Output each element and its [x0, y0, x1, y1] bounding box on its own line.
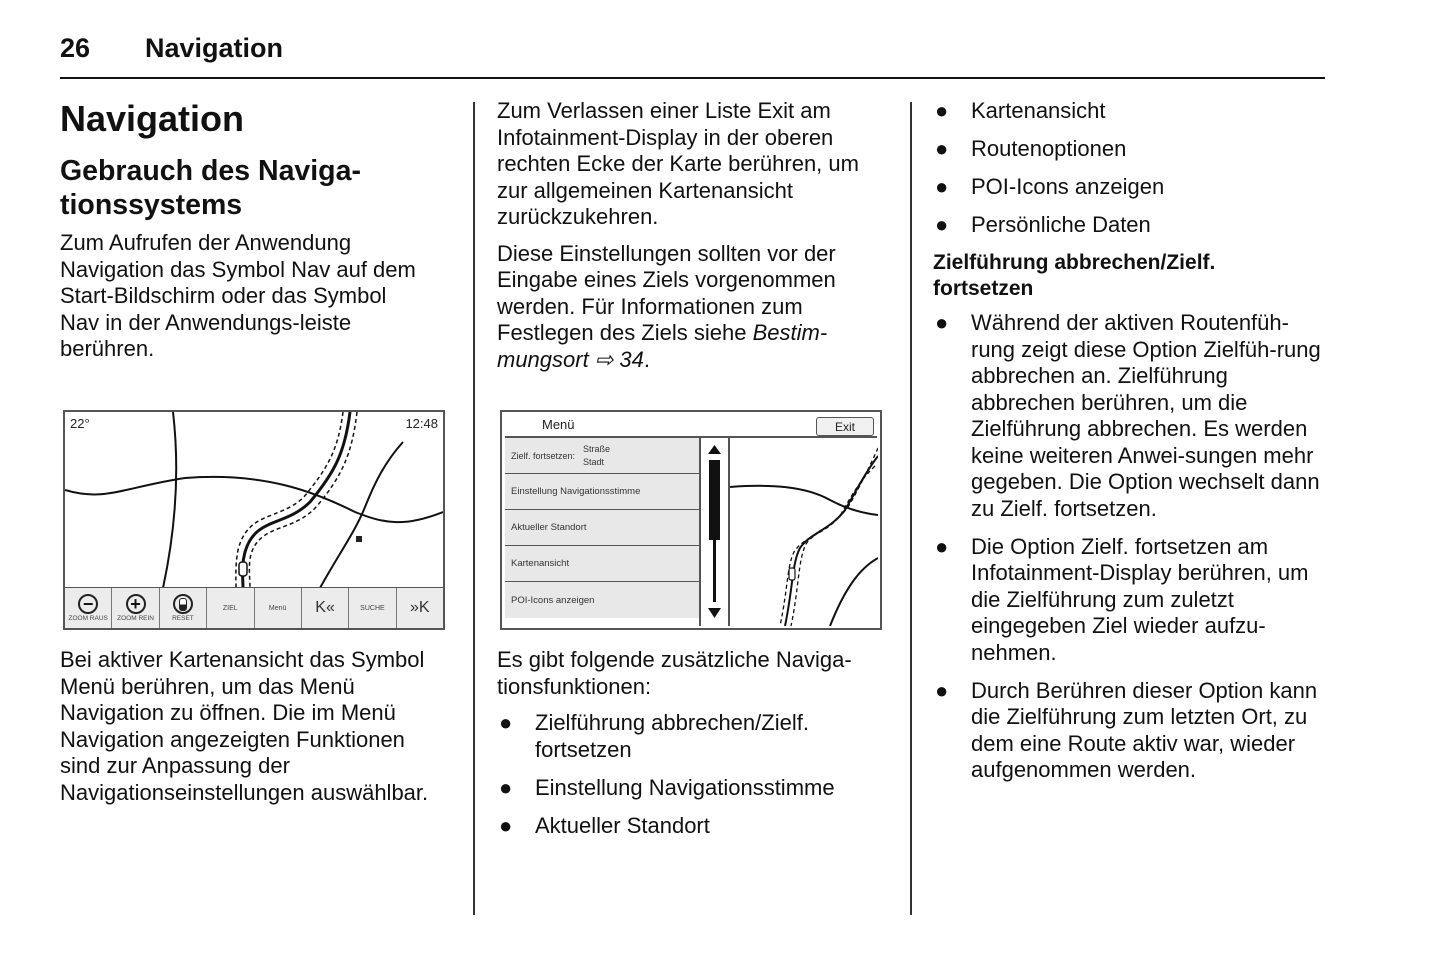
menu-paragraph: Bei aktiver Kartenansicht das Symbol Menü berühren, um das Menü Navigation zu öffnen. Die im Menü Navigation angezeigten Funktionen sind zur Anpassung der Navigationseinstellungen auswählbar. — [60, 647, 429, 805]
scroll-up-icon — [708, 445, 721, 454]
intro-paragraph: Zum Aufrufen der Anwendung Navigation das Symbol Nav auf dem Start-Bildschirm oder das Symbol Nav in der Anwendungs-leiste berühren. — [60, 230, 416, 361]
list-item — [933, 678, 1328, 784]
bullet-icon: ● — [935, 310, 949, 335]
resume-city: Stadt — [583, 456, 605, 467]
resume-address — [583, 443, 610, 469]
list-item-text: Persönliche Daten — [971, 212, 1151, 237]
bullet-icon: ● — [935, 136, 949, 161]
bullet-icon: ● — [935, 533, 949, 559]
zoom-in-icon: + — [126, 594, 146, 614]
zoom-in-button[interactable] — [112, 588, 159, 628]
reset-label: RESET — [172, 615, 194, 622]
search-label: SUCHE — [360, 604, 385, 612]
column-2-lower — [497, 647, 897, 851]
next-button[interactable] — [397, 588, 443, 628]
list-item — [497, 710, 897, 763]
list-item-text: Die Option Zielf. fortsetzen am Infotainment-Display berühren, um die Zielführung zum zuletzt eingegeben Ziel wieder aufzu-nehmen. — [971, 533, 1309, 665]
section-title-line1: Gebrauch des Naviga- — [60, 155, 361, 187]
exit-paragraph: Zum Verlassen einer Liste Exit am Infotainment-Display in der oberen rechten Ecke der Karte berühren, um zur allgemeinen Kartenansicht zurückzukehren. — [497, 98, 859, 229]
section-title-line2: tionssystems — [60, 189, 243, 221]
list-item — [933, 534, 1328, 667]
column-divider-2 — [910, 102, 912, 915]
settings-paragraph — [497, 241, 875, 374]
ziel-button[interactable] — [207, 588, 254, 628]
list-item — [933, 98, 1328, 125]
list-item-text: Aktueller Standort — [535, 812, 710, 838]
menu-list — [505, 438, 699, 618]
ziel-label: ZIEL — [222, 604, 238, 612]
temperature-readout: 22° — [70, 416, 90, 431]
column-1 — [60, 98, 455, 373]
bullet-icon: ● — [935, 174, 949, 199]
page-number: 26 — [60, 33, 91, 63]
clock-readout: 12:48 — [405, 416, 438, 431]
previous-icon: K« — [315, 599, 335, 616]
scrollbar[interactable] — [701, 440, 728, 626]
resume-street: Straße — [583, 443, 611, 454]
list-item-text: Durch Berühren dieser Option kann die Zielführung zum letzten Ort, zu dem eine Route aktiv war, wieder aufgenommen werden. — [971, 677, 1318, 782]
menu-title: Menü — [542, 417, 575, 432]
zoom-out-button[interactable] — [65, 588, 112, 628]
bullet-icon: ● — [935, 677, 949, 703]
zoom-out-label: ZOOM RAUS — [68, 615, 108, 622]
exit-button[interactable]: Exit — [816, 417, 874, 436]
settings-suffix: . — [643, 346, 650, 372]
map-screen-figure — [63, 410, 445, 630]
settings-text: Diese Einstellungen sollten vor der Eingabe eines Ziels vorgenommen werden. Für Informationen zum Festlegen des Ziels siehe — [497, 240, 836, 345]
menu-item-label: Zielf. fortsetzen: — [511, 450, 576, 461]
list-item — [933, 310, 1328, 522]
bullet-icon: ● — [499, 774, 513, 800]
menu-label: Menü — [268, 604, 287, 612]
list-item-text: Einstellung Navigationsstimme — [535, 774, 835, 800]
running-header: Navigation — [145, 33, 284, 63]
map-toolbar — [65, 587, 443, 628]
mini-map — [730, 438, 878, 626]
list-item — [497, 813, 897, 840]
list-item-text: Routenoptionen — [971, 136, 1127, 161]
column-1-lower — [60, 647, 455, 816]
list-item — [497, 775, 897, 802]
zoom-in-label: ZOOM REIN — [117, 615, 154, 622]
subsection-heading: Zielführung abbrechen/Zielf. fortsetzen — [933, 251, 1216, 300]
menu-item-voice-settings[interactable]: Einstellung Navigationsstimme — [505, 474, 699, 510]
list-item-text: Während der aktiven Routenfüh-rung zeigt diese Option Zielfüh-rung abbrechen an. Zielführung abbrechen berühren, um die Zielführung abbrechen. Es werden keine weiteren Anwei-sungen mehr gegeben. Die Option wechselt dann zu Zielf. fortsetzen. — [971, 310, 1321, 521]
bullet-icon: ● — [499, 812, 513, 838]
bullet-icon: ● — [499, 710, 513, 735]
next-icon: »K — [410, 599, 430, 616]
header-rule — [60, 77, 1325, 79]
column-2 — [497, 98, 892, 383]
scroll-down-icon — [708, 608, 721, 618]
menu-item-poi-icons[interactable]: POI-Icons anzeigen — [505, 582, 699, 618]
previous-button[interactable] — [302, 588, 349, 628]
list-item-text: Kartenansicht — [971, 98, 1106, 123]
zoom-out-icon: − — [78, 594, 98, 614]
menu-item-map-view[interactable]: Kartenansicht — [505, 546, 699, 582]
chapter-title: Navigation — [60, 98, 245, 139]
list-item-text: POI-Icons anzeigen — [971, 174, 1165, 199]
bullet-icon: ● — [935, 212, 949, 237]
page-reference: ⇨ 34 — [594, 346, 644, 372]
reset-button[interactable] — [160, 588, 207, 628]
column-3 — [933, 98, 1328, 795]
menu-button[interactable] — [255, 588, 302, 628]
menu-screen-figure — [500, 410, 882, 630]
list-item — [933, 174, 1328, 201]
list-item-text: Zielführung abbrechen/Zielf. fortsetzen — [535, 710, 809, 762]
destination-link[interactable]: Bestim-mungsort — [497, 320, 828, 372]
list-item — [933, 136, 1328, 163]
list-item — [933, 212, 1328, 239]
map-roads — [65, 412, 443, 588]
column-divider-1 — [473, 102, 475, 915]
bullet-icon: ● — [935, 98, 949, 123]
section-title — [60, 154, 455, 222]
menu-item-current-location[interactable]: Aktueller Standort — [505, 510, 699, 546]
additional-functions-paragraph: Es gibt folgende zusätzliche Naviga-tionsfunktionen: — [497, 647, 852, 699]
reset-icon — [173, 594, 193, 614]
menu-options-list — [933, 98, 1328, 239]
additional-functions-list — [497, 710, 897, 839]
menu-item-resume-guidance[interactable] — [505, 438, 699, 474]
search-button[interactable] — [349, 588, 396, 628]
guidance-list — [933, 310, 1328, 784]
